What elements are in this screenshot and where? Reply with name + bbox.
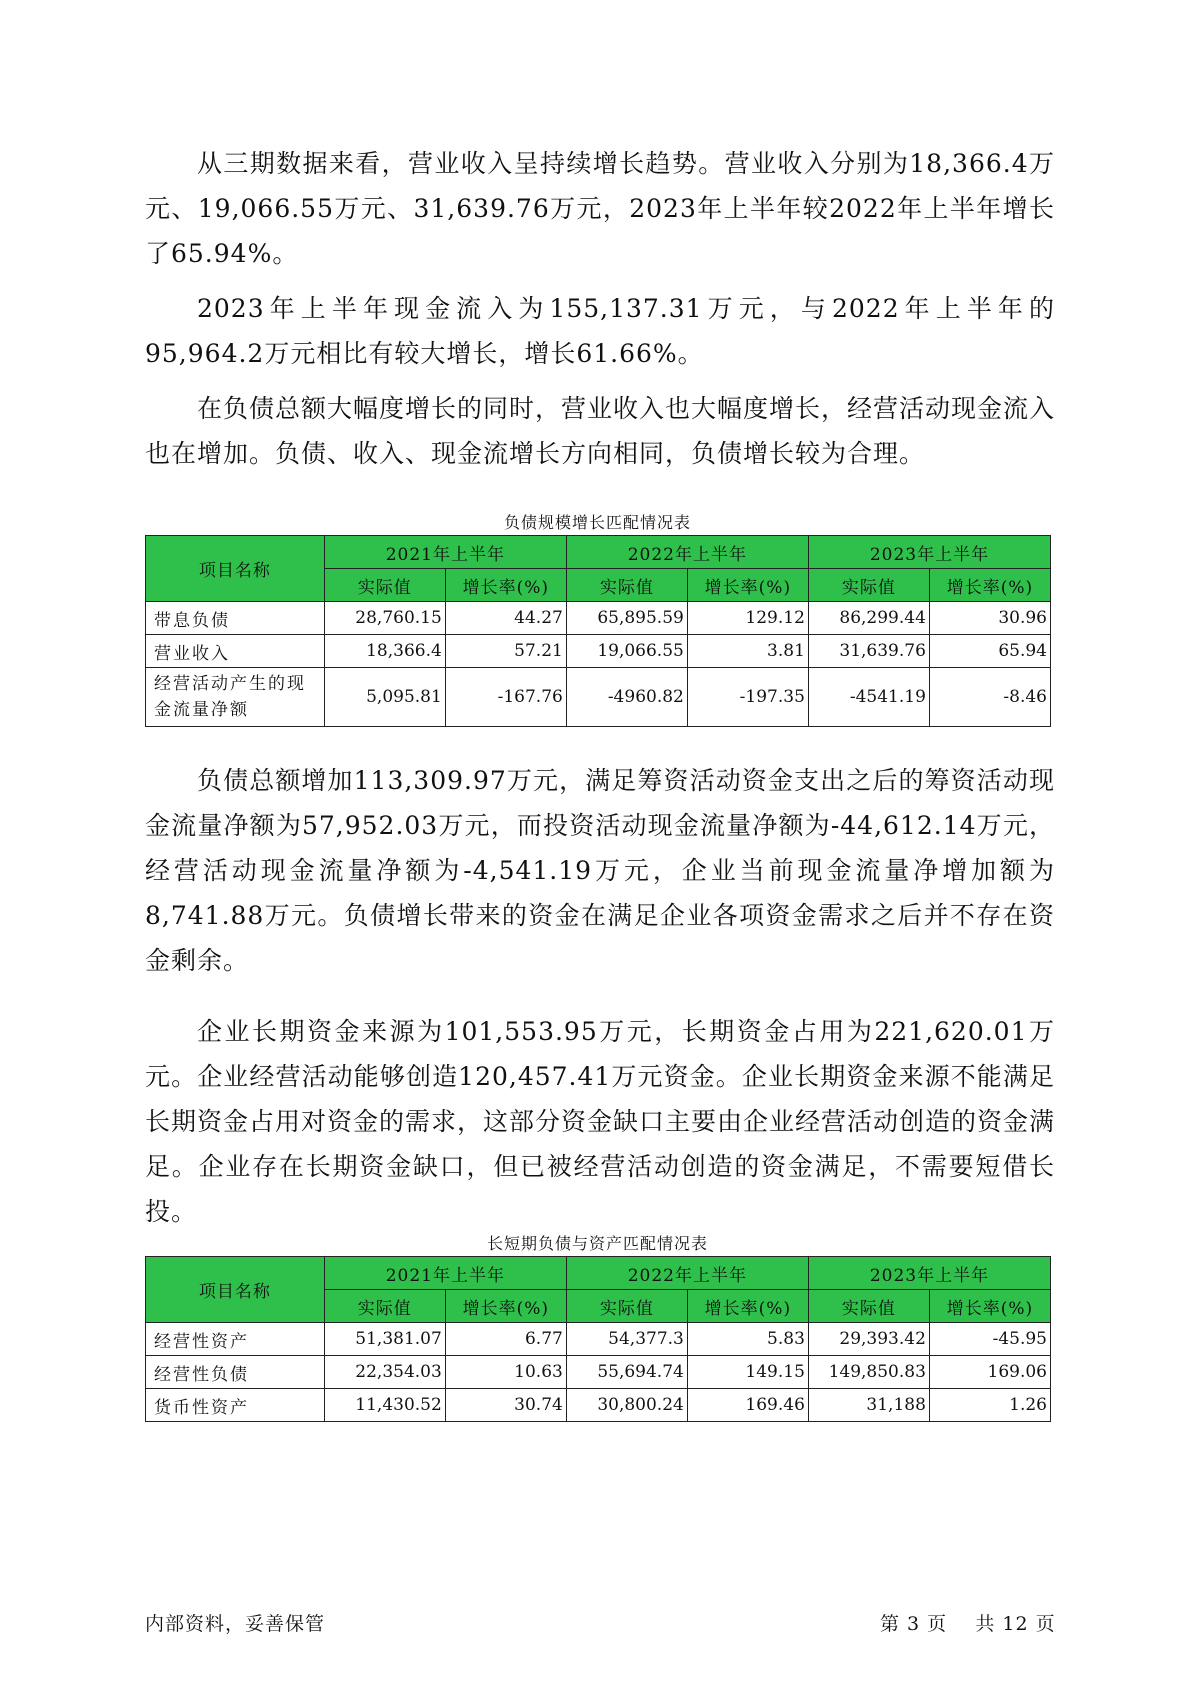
- subheader-growth: 增长率(%): [687, 569, 808, 602]
- cell-value: 30,800.24: [566, 1389, 687, 1422]
- row-name: 经营性资产: [146, 1323, 325, 1356]
- cell-value: 129.12: [687, 602, 808, 635]
- subheader-growth: 增长率(%): [445, 569, 566, 602]
- footer-confidential-note: 内部资料，妥善保管: [145, 1613, 326, 1635]
- cell-value: 149,850.83: [808, 1356, 929, 1389]
- header-period: 2021年上半年: [324, 1257, 566, 1290]
- cell-value: 11,430.52: [324, 1389, 445, 1422]
- cell-value: -4541.19: [808, 668, 929, 727]
- subheader-actual: 实际值: [808, 569, 929, 602]
- cell-value: 1.26: [929, 1389, 1050, 1422]
- row-name: 经营活动产生的现金流量净额: [146, 668, 325, 727]
- header-item-name: 项目名称: [146, 1257, 325, 1323]
- table-row: [146, 1389, 1051, 1422]
- cell-value: 44.27: [445, 602, 566, 635]
- cell-value: 169.06: [929, 1356, 1050, 1389]
- cell-value: -8.46: [929, 668, 1050, 727]
- cell-value: 6.77: [445, 1323, 566, 1356]
- cell-value: 149.15: [687, 1356, 808, 1389]
- cell-value: 3.81: [687, 635, 808, 668]
- table2-caption: 长短期负债与资产匹配情况表: [486, 1234, 708, 1253]
- header-item-name: 项目名称: [146, 536, 325, 602]
- table-header-row: [146, 536, 1051, 569]
- cell-value: 5,095.81: [324, 668, 445, 727]
- cell-value: 55,694.74: [566, 1356, 687, 1389]
- subheader-actual: 实际值: [324, 569, 445, 602]
- cell-value: -45.95: [929, 1323, 1050, 1356]
- cell-value: 86,299.44: [808, 602, 929, 635]
- cell-value: -167.76: [445, 668, 566, 727]
- subheader-actual: 实际值: [808, 1290, 929, 1323]
- table-row: [146, 602, 1051, 635]
- table-row: [146, 1356, 1051, 1389]
- subheader-actual: 实际值: [324, 1290, 445, 1323]
- footer-page-number: 第 3 页 共 12 页: [880, 1613, 1056, 1635]
- cell-value: 5.83: [687, 1323, 808, 1356]
- header-period: 2023年上半年: [808, 1257, 1050, 1290]
- table-header-row: [146, 1257, 1051, 1290]
- cell-value: 10.63: [445, 1356, 566, 1389]
- paragraph-cash-inflow: 2023年上半年现金流入为155,137.31万元，与2022年上半年的95,964.2万元相比有较大增长，增长61.66%。: [145, 294, 1055, 368]
- row-name: 经营性负债: [146, 1356, 325, 1389]
- header-period: 2021年上半年: [324, 536, 566, 569]
- cell-value: -4960.82: [566, 668, 687, 727]
- table-row: [146, 635, 1051, 668]
- subheader-growth: 增长率(%): [929, 569, 1050, 602]
- table-row: [146, 668, 1051, 727]
- cell-value: -197.35: [687, 668, 808, 727]
- paragraph-long-term-funding: 企业长期资金来源为101,553.95万元，长期资金占用为221,620.01万元。企业经营活动能够创造120,457.41万元资金。企业长期资金来源不能满足长期资金占用对资金的需求，这部分资金缺口主要由企业经营活动创造的资金满足。企业存在长期资金缺口，但已被经营活动创造的资金满足，不需要短借长投。: [145, 1017, 1056, 1226]
- table-liability-growth: [145, 535, 1051, 727]
- row-name: 带息负债: [146, 602, 325, 635]
- cell-value: 31,639.76: [808, 635, 929, 668]
- row-name: 货币性资产: [146, 1389, 325, 1422]
- header-period: 2023年上半年: [808, 536, 1050, 569]
- subheader-actual: 实际值: [566, 569, 687, 602]
- cell-value: 28,760.15: [324, 602, 445, 635]
- paragraph-net-cash-flow: 负债总额增加113,309.97万元，满足筹资活动资金支出之后的筹资活动现金流量净额为57,952.03万元，而投资活动现金流量净额为-44,612.14万元，经营活动现金流量净额为-4,541.19万元，企业当前现金流量净增加额为8,741.88万元。负债增长带来的资金在满足企业各项资金需求之后并不存在资金剩余。: [145, 766, 1055, 975]
- cell-value: 57.21: [445, 635, 566, 668]
- cell-value: 31,188: [808, 1389, 929, 1422]
- paragraph-liability-growth: 在负债总额大幅度增长的同时，营业收入也大幅度增长，经营活动现金流入也在增加。负债、收入、现金流增长方向相同，负债增长较为合理。: [145, 394, 1056, 468]
- table-asset-liability-match: [145, 1256, 1051, 1422]
- table1-caption: 负债规模增长匹配情况表: [503, 513, 691, 532]
- cell-value: 22,354.03: [324, 1356, 445, 1389]
- cell-value: 29,393.42: [808, 1323, 929, 1356]
- header-period: 2022年上半年: [566, 536, 808, 569]
- header-period: 2022年上半年: [566, 1257, 808, 1290]
- table-row: [146, 1323, 1051, 1356]
- cell-value: 30.74: [445, 1389, 566, 1422]
- cell-value: 54,377.3: [566, 1323, 687, 1356]
- subheader-growth: 增长率(%): [929, 1290, 1050, 1323]
- subheader-growth: 增长率(%): [445, 1290, 566, 1323]
- row-name: 营业收入: [146, 635, 325, 668]
- subheader-actual: 实际值: [566, 1290, 687, 1323]
- paragraph-revenue-trend: 从三期数据来看，营业收入呈持续增长趋势。营业收入分别为18,366.4万元、19,066.55万元、31,639.76万元，2023年上半年较2022年上半年增长了65.94%。: [145, 149, 1055, 268]
- cell-value: 169.46: [687, 1389, 808, 1422]
- cell-value: 65,895.59: [566, 602, 687, 635]
- cell-value: 18,366.4: [324, 635, 445, 668]
- cell-value: 65.94: [929, 635, 1050, 668]
- cell-value: 30.96: [929, 602, 1050, 635]
- subheader-growth: 增长率(%): [687, 1290, 808, 1323]
- cell-value: 51,381.07: [324, 1323, 445, 1356]
- cell-value: 19,066.55: [566, 635, 687, 668]
